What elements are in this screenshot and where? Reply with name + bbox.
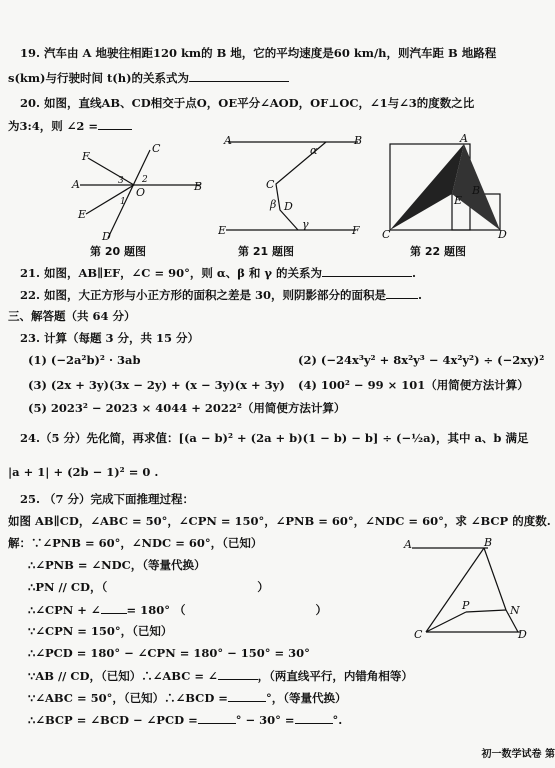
q25-step-3-text: ∴PN // CD，（ <box>28 580 108 594</box>
fig22-label-d: D <box>498 228 507 241</box>
fig25-line-pn <box>466 610 506 612</box>
fig25-line-bc <box>426 548 484 632</box>
fig25-label-b: B <box>484 536 493 549</box>
q25-step-7-blank[interactable] <box>218 668 258 680</box>
q25-step-3-close: ） <box>257 580 269 594</box>
fig25-label-c: C <box>414 628 423 641</box>
q23-part-5: (5) 2023² − 2023 × 4044 + 2022²（用简便方法计算） <box>28 401 346 415</box>
figure-21 <box>218 132 368 242</box>
q25-step-3 <box>28 580 269 594</box>
q25-step-9-blank-2[interactable] <box>295 712 333 724</box>
fig20-label-f: F <box>82 150 90 163</box>
q20-line1: 20. 如图，直线AB、CD相交于点O，OE平分∠AOD，OF⊥OC，∠1与∠3的度数之比 <box>20 96 475 110</box>
q25-step-7 <box>28 668 413 683</box>
fig20-ray-of <box>88 158 134 185</box>
q25-step-8-blank[interactable] <box>228 690 266 702</box>
q21-answer-blank[interactable] <box>322 265 412 277</box>
q25-stem: 如图 AB∥CD，∠ABC = 50°，∠CPN = 150°，∠PNB = 60°，∠NDC = 60°，求 ∠BCP 的度数. <box>8 514 551 528</box>
q25-step-9-mid: ° − 30° = <box>235 713 295 727</box>
fig20-label-e: E <box>78 208 87 221</box>
figure-22 <box>380 132 515 242</box>
q25-step-9-blank-1[interactable] <box>198 712 236 724</box>
fig22-label-c: C <box>382 228 391 241</box>
q19-line2 <box>8 70 289 85</box>
fig21-label-f: F <box>352 224 360 237</box>
q20-answer-blank[interactable] <box>98 118 132 130</box>
fig20-angle-2: 2 <box>142 175 148 185</box>
fig22-label-e: E <box>454 194 463 207</box>
fig22-label-a: A <box>460 132 468 145</box>
q23-part-2: (2) (−24x³y² + 8x²y³ − 4x²y²) ÷ (−2xy)² <box>298 353 545 367</box>
caption-fig21: 第 21 题图 <box>238 245 294 258</box>
fig25-label-n: N <box>510 604 520 617</box>
q25-step-9-end: °. <box>332 713 343 727</box>
fig21-angle-beta: β <box>270 198 277 211</box>
section-3-heading: 三、解答题（共 64 分） <box>8 309 136 323</box>
figure-25 <box>400 534 530 644</box>
fig20-label-b: B <box>194 180 203 193</box>
fig25-label-p: P <box>462 599 470 612</box>
q22-answer-blank[interactable] <box>386 287 418 299</box>
fig22-shaded-left <box>390 144 464 230</box>
fig25-label-d: D <box>518 628 527 641</box>
q25-title: 25. （7 分）完成下面推理过程： <box>20 492 195 506</box>
fig25-label-a: A <box>404 538 412 551</box>
q23-title: 23. 计算（每题 3 分，共 15 分） <box>20 331 200 345</box>
q25-step-8-text: ∵∠ABC = 50°，（已知）∴∠BCD = <box>28 691 228 705</box>
q20-line2 <box>8 118 132 133</box>
fig20-label-c: C <box>152 142 161 155</box>
q25-step-2: ∴∠PNB = ∠NDC，（等量代换） <box>28 558 206 572</box>
fig21-label-e: E <box>218 224 227 237</box>
q25-step-5: ∵∠CPN = 150°，（已知） <box>28 624 173 638</box>
q25-step-4 <box>28 602 327 617</box>
q23-part-3: (3) (2x + 3y)(3x − 2y) + (x − 3y)(x + 3y) <box>28 378 285 392</box>
q23-part-1: (1) (−2a²b)² · 3ab <box>28 353 141 367</box>
fig21-label-b: B <box>354 134 363 147</box>
q24-line1: 24.（5 分）先化简，再求值：[(a − b)² + (2a + b)(1 − b) − b] ÷ (−½a)，其中 a、b 满足 <box>20 431 529 445</box>
caption-fig20: 第 20 题图 <box>90 245 146 258</box>
q22: 22. 如图，大正方形与小正方形的面积之差是 30，则阴影部分的面积是 . <box>20 288 423 302</box>
q25-step-4-blank-angle[interactable] <box>101 602 127 614</box>
caption-fig22: 第 22 题图 <box>410 245 466 258</box>
q21: 21. 如图，AB∥EF，∠C = 90°，则 α、β 和 γ 的关系为 . <box>20 266 416 280</box>
q19-line2-text: s(km)与行驶时间 t(h)的关系式为 <box>8 71 190 85</box>
q25-step-9 <box>28 712 342 727</box>
fig20-angle-1: 1 <box>120 197 126 207</box>
q25-step-6: ∴∠PCD = 180° − ∠CPN = 180° − 150° = 30° <box>28 646 310 660</box>
q25-step-4-close: ） <box>315 603 327 617</box>
q25-step-1: 解：∵∠PNB = 60°，∠NDC = 60°，（已知） <box>8 536 263 550</box>
fig21-label-c: C <box>266 178 275 191</box>
q25-step-4-text: ∴∠CPN + ∠ <box>28 603 101 617</box>
q23-part-4: (4) 100² − 99 × 101（用简便方法计算） <box>298 378 529 392</box>
fig21-angle-alpha: α <box>310 144 318 157</box>
fig21-polyline <box>276 142 326 230</box>
q25-step-7-text: ∵AB // CD，（已知）∴∠ABC = ∠ <box>28 669 218 683</box>
page-footer: 初一数学试卷 第 <box>481 749 555 760</box>
fig20-label-o: O <box>136 186 146 199</box>
q19-answer-blank[interactable] <box>189 70 289 82</box>
fig21-label-d: D <box>284 200 293 213</box>
q25-step-8-reason: °，（等量代换） <box>265 691 347 705</box>
fig25-line-cp <box>426 612 466 632</box>
q24-line2: |a + 1| + (2b − 1)² = 0 . <box>8 465 159 479</box>
q22-text: 22. 如图，大正方形与小正方形的面积之差是 30，则阴影部分的面积是 <box>20 288 387 302</box>
fig25-line-bn <box>484 548 506 610</box>
q21-text: 21. 如图，AB∥EF，∠C = 90°，则 α、β 和 γ 的关系为 <box>20 266 322 280</box>
fig21-label-a: A <box>224 134 232 147</box>
q20-line2-text: 为3:4，则 ∠2 = <box>8 119 99 133</box>
fig20-angle-3: 3 <box>118 176 124 186</box>
fig22-label-b: B <box>472 184 481 197</box>
q25-step-7-reason: ，（两直线平行，内错角相等） <box>257 669 413 683</box>
q19-line1: 19. 汽车由 A 地驶往相距120 km的 B 地，它的平均速度是60 km/h，则汽车距 B 地路程 <box>20 46 497 60</box>
fig20-label-d: D <box>102 230 111 242</box>
fig21-angle-gamma: γ <box>302 218 309 231</box>
fig20-label-a: A <box>72 178 80 191</box>
q25-step-4-mid: = 180° （ <box>126 603 186 617</box>
q25-step-9-text: ∴∠BCP = ∠BCD − ∠PCD = <box>28 713 198 727</box>
figure-20 <box>70 142 210 242</box>
q25-step-8 <box>28 690 346 705</box>
